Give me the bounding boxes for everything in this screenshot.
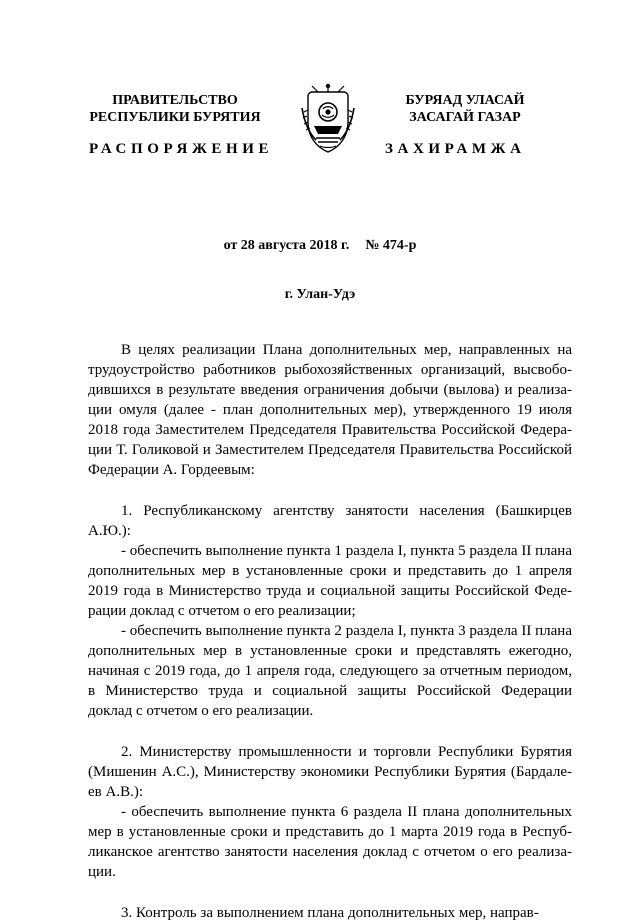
issuer-line-1: ПРАВИТЕЛЬСТВО [112, 93, 238, 108]
item-2-paragraph: 2. Министерству промышленности и торговли Республики Бурятия (Мишенин А.С.), Министерству экономики Республики Бурятия (Бардалеев А.В.): [88, 744, 572, 800]
document-date: от 28 августа 2018 г. [223, 238, 350, 253]
item-1-subitem-2: - обеспечить выполнение пункта 2 раздела I, пункта 3 раздела II плана дополнительных мер в установленные сроки и представлять ежегодно, начиная с 2019 года, до 1 апреля года, следующего за отчетным периодом, в Министерство труда и социальной защиты Российской Федерации доклад с отчетом о его реализации. [88, 623, 572, 719]
document-date-number [0, 238, 640, 254]
document-type-russian: РАСПОРЯЖЕНИЕ [89, 141, 274, 157]
issuer-line-1-buryat: БУРЯАД УЛАСАЙ [405, 93, 525, 108]
document-type-buryat: ЗАХИРАМЖА [385, 141, 526, 157]
issuer-name-buryat [370, 92, 560, 126]
issuer-line-2: РЕСПУБЛИКИ БУРЯТИЯ [89, 110, 261, 125]
document-number: № 474-р [365, 238, 417, 253]
document-city: г. Улан-Удэ [284, 287, 356, 302]
item-3-paragraph: 3. Контроль за выполнением плана дополнительных мер, направ- [121, 905, 539, 921]
coat-of-arms-icon [298, 82, 358, 156]
preamble-paragraph: В целях реализации Плана дополнительных мер, направленных на трудоустройство работников рыбохозяйственных организаций, высвободившихся в результате введения ограничения добычи (вылова) и реализации омуля (далее - план дополнительных мер), утвержденного 19 июля 2018 года Заместителем Председателя Правительства Российской Федерации Т. Голиковой и Заместителем Председателя Правительства Российской Федерации А. Гордеевым: [88, 342, 572, 478]
document-body [88, 340, 572, 923]
item-1-subitem-1: - обеспечить выполнение пункта 1 раздела I, пункта 5 раздела II плана дополнительных мер в установленные сроки и представить до 1 апреля 2019 года в Министерство труда и социальной защиты Российской Федерации доклад с отчетом о его реализации; [88, 543, 572, 619]
item-2-subitem-1: - обеспечить выполнение пункта 6 раздела II плана дополнительных мер в установленные сроки и представить до 1 марта 2019 года в Республиканское агентство занятости населения доклад с отчетом о его реализации. [88, 804, 572, 880]
item-1-paragraph: 1. Республиканскому агентству занятости населения (Башкирцев А.Ю.): [88, 503, 572, 539]
issuer-line-2-buryat: ЗАСАГАЙ ГАЗАР [409, 110, 521, 125]
issuer-name-russian [50, 92, 300, 126]
